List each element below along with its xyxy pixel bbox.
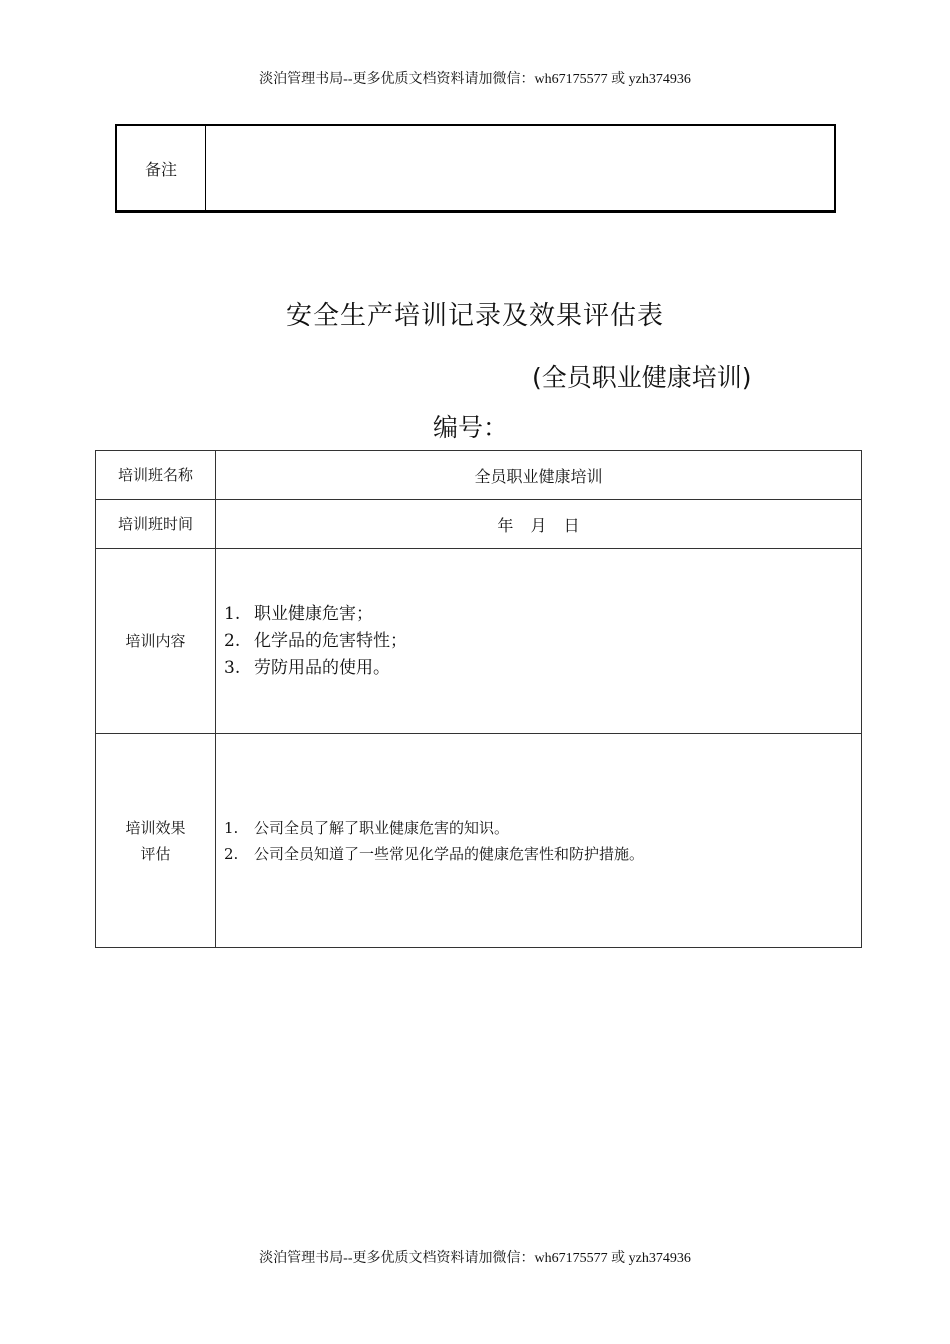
- page-footer: 淡泊管理书局--更多优质文档资料请加微信：wh67175577 或 yzh374936: [259, 1251, 691, 1266]
- table-row: [96, 451, 862, 500]
- training-effect-value: [216, 734, 862, 948]
- document-number-label: 编号：: [433, 413, 509, 442]
- table-row: [96, 734, 862, 948]
- day-label: 日: [563, 515, 580, 535]
- list-item: 2. 化学品的危害特性；: [224, 630, 407, 651]
- training-effect-list: [216, 815, 861, 867]
- table-row: [96, 549, 862, 734]
- page-header: 淡泊管理书局--更多优质文档资料请加微信：wh67175577 或 yzh374936: [259, 72, 691, 87]
- table-row: [96, 500, 862, 549]
- training-class-name-value: 全员职业健康培训: [216, 451, 862, 500]
- training-class-time-value: [216, 500, 862, 549]
- training-class-name-label: 培训班名称: [96, 451, 216, 500]
- month-label: 月: [530, 515, 547, 535]
- document-subtitle: (全员职业健康培训): [532, 363, 752, 392]
- document-title: 安全生产培训记录及效果评估表: [285, 301, 664, 331]
- list-item: 1. 公司全员了解了职业健康危害的知识。: [224, 818, 510, 837]
- remark-label: 备注: [117, 126, 206, 210]
- training-class-time-label: 培训班时间: [96, 500, 216, 549]
- training-record-table: [95, 450, 862, 948]
- training-content-list: [216, 601, 861, 682]
- training-content-label: 培训内容: [96, 549, 216, 734]
- training-effect-label: 培训效果 评估: [96, 734, 216, 948]
- training-content-value: [216, 549, 862, 734]
- remark-table: [115, 124, 836, 213]
- year-label: 年: [497, 515, 514, 535]
- remark-value: [206, 126, 834, 210]
- list-item: 2. 公司全员知道了一些常见化学品的健康危害性和防护措施。: [224, 844, 645, 863]
- list-item: 3. 劳防用品的使用。: [224, 657, 390, 678]
- list-item: 1. 职业健康危害；: [224, 603, 373, 624]
